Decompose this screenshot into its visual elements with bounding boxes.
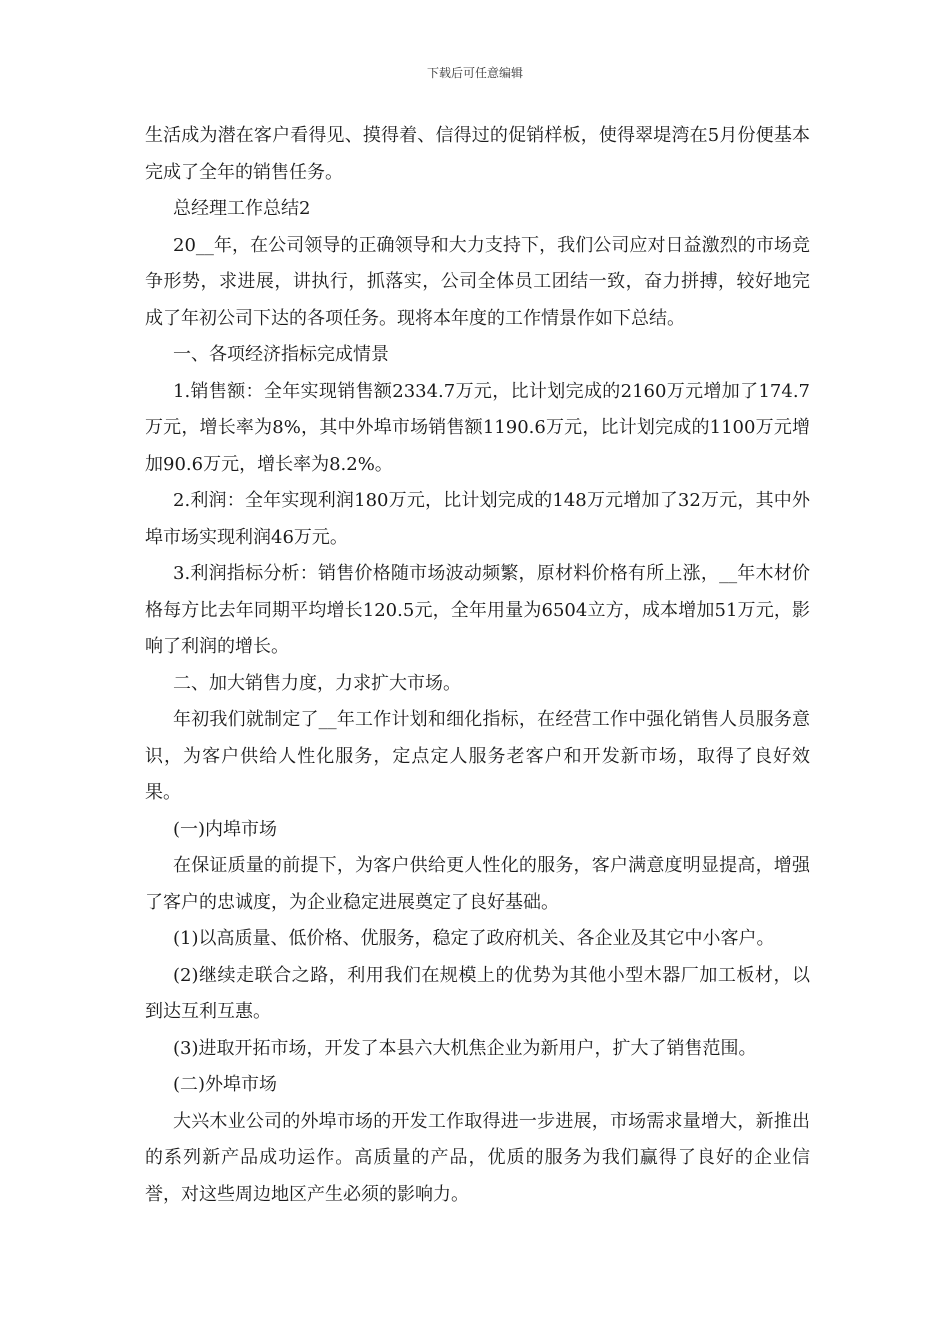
paragraph-profit-analysis: 3.利润指标分析：销售价格随市场波动频繁，原材料价格有所上涨，__年木材价格每方比去年同期平均增长120.5元，全年用量为6504立方，成本增加51万元，影响了利润的增长。: [145, 563, 810, 657]
paragraph-quality-service: 在保证质量的前提下，为客户供给更人性化的服务，客户满意度明显提高，增强了客户的忠诚度，为企业稳定进展奠定了良好基础。: [145, 855, 810, 913]
document-body: [145, 118, 810, 1213]
paragraph-intro: 20__年，在公司领导的正确领导和大力支持下，我们公司应对日益激烈的市场竞争形势，求进展，讲执行，抓落实，公司全体员工团结一致，奋力拼搏，较好地完成了年初公司下达的各项任务。现将本年度的工作情景作如下总结。: [145, 234, 810, 329]
list-item-2: (2)继续走联合之路，利用我们在规模上的优势为其他小型木器厂加工板材，以到达互利互惠。: [145, 964, 810, 1022]
paragraph-profit: 2.利润：全年实现利润180万元，比计划完成的148万元增加了32万元，其中外埠市场实现利润46万元。: [145, 490, 810, 548]
heading-external-market: (二)外埠市场: [173, 1074, 278, 1095]
heading-sales-effort: 二、加大销售力度，力求扩大市场。: [173, 672, 461, 694]
list-item-3: (3)进取开拓市场，开发了本县六大机焦企业为新用户，扩大了销售范围。: [173, 1037, 757, 1059]
paragraph-external-market: 大兴木业公司的外埠市场的开发工作取得进一步进展，市场需求量增大，新推出的系列新产品成功运作。高质量的产品，优质的服务为我们赢得了良好的企业信誉，对这些周边地区产生必须的影响力。: [145, 1110, 810, 1205]
section-title-summary-2: 总经理工作总结2: [173, 198, 311, 219]
list-item-1: (1)以高质量、低价格、优服务，稳定了政府机关、各企业及其它中小客户。: [173, 928, 775, 949]
heading-domestic-market: (一)内埠市场: [173, 818, 278, 840]
paragraph-1: 生活成为潜在客户看得见、摸得着、信得过的促销样板，使得翠堤湾在5月份便基本完成了全年的销售任务。: [145, 125, 810, 183]
paragraph-sales: 1.销售额：全年实现销售额2334.7万元，比计划完成的2160万元增加了174.7万元，增长率为8%，其中外埠市场销售额1190.6万元，比计划完成的1100万元增加90.6万元，增长率为8.2%。: [145, 380, 810, 475]
page-header: 下载后可任意编辑: [426, 66, 523, 80]
paragraph-work-plan: 年初我们就制定了__年工作计划和细化指标，在经营工作中强化销售人员服务意识，为客户供给人性化服务，定点定人服务老客户和开发新市场，取得了良好效果。: [145, 709, 810, 803]
heading-economic-indicators: 一、各项经济指标完成情景: [173, 344, 389, 365]
